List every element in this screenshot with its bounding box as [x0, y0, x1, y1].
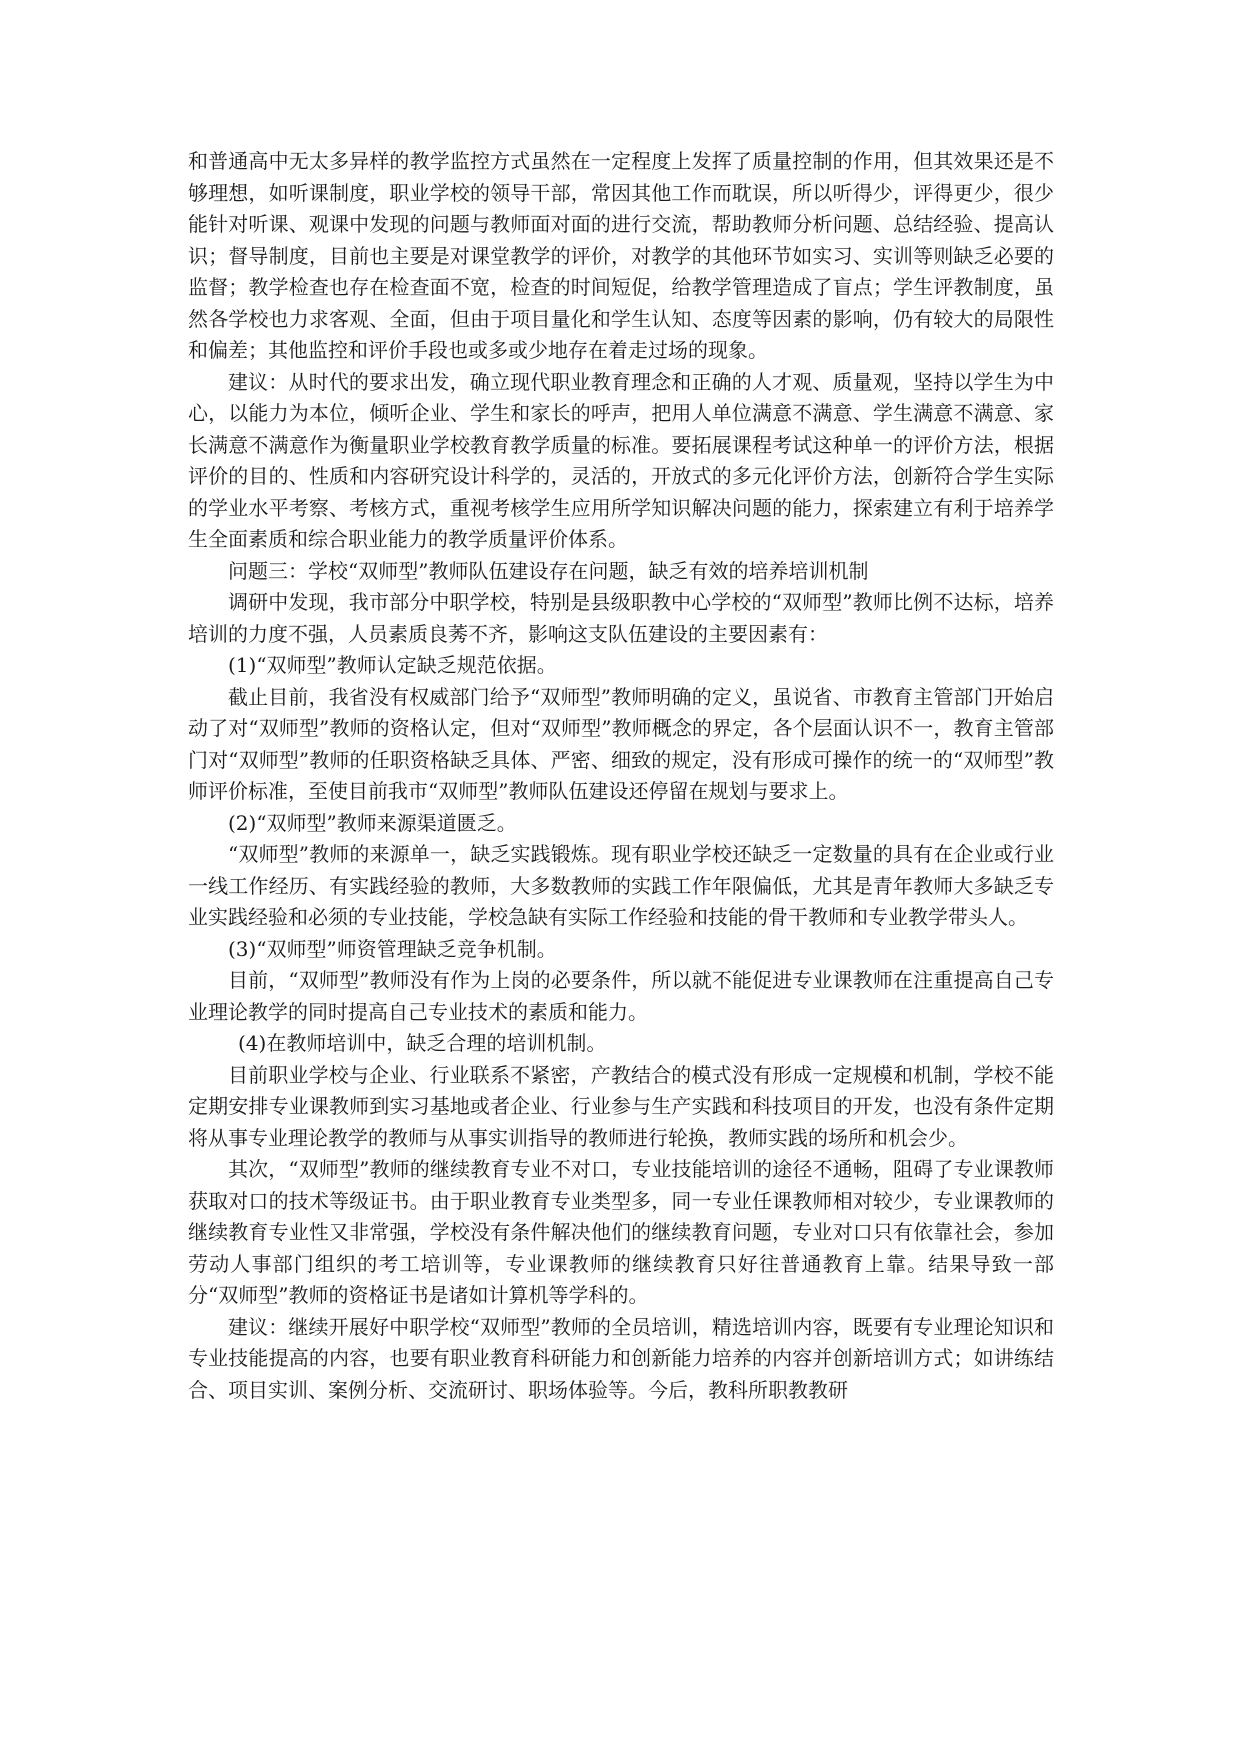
paragraph-suggestion-training: 建议：继续开展好中职学校“双师型”教师的全员培训，精选培训内容，既要有专业理论知识和专业技能提高的内容，也要有职业教育科研能力和创新能力培养的内容并创新培训方式；如讲练结合、项目实训、案例分析、交流研讨、职场体验等。今后，教科所职教教研: [188, 1314, 1054, 1402]
paragraph-industry-link: 目前职业学校与企业、行业联系不紧密，产教结合的模式没有形成一定规模和机制，学校不能定期安排专业课教师到实习基地或者企业、行业参与生产实践和科技项目的开发，也没有条件定期将从事专业理论教学的教师与从事实训指导的教师进行轮换，教师实践的场所和机会少。: [188, 1062, 1054, 1150]
paragraph-continuing-education: 其次，“双师型”教师的继续教育专业不对口，专业技能培训的途径不通畅，阻碍了专业课教师获取对口的技术等级证书。由于职业教育专业类型多，同一专业任课教师相对较少，专业课教师的继续教育专业性又非常强，学校没有条件解决他们的继续教育问题，专业对口只有依靠社会，参加劳动人事部门组织的考工培训等，专业课教师的继续教育只好往普通教育上靠。结果导致一部分“双师型”教师的资格证书是诸如计算机等学科的。: [188, 1157, 1054, 1307]
subheading-item-3: (3)“双师型”师资管理缺乏竞争机制。: [228, 936, 557, 961]
paragraph-certification: 截止目前，我省没有权威部门给予“双师型”教师明确的定义，虽说省、市教育主管部门开始启动了对“双师型”教师的资格认定，但对“双师型”教师概念的界定，各个层面认识不一，教育主管部门对“双师型”教师的任职资格缺乏具体、严密、细致的规定，没有形成可操作的统一的“双师型”教师评价标准，至使目前我市“双师型”教师队伍建设还停留在规划与要求上。: [188, 684, 1054, 803]
subheading-item-4: (4)在教师培训中，缺乏合理的培训机制。: [238, 1031, 607, 1055]
section-heading-problem-three: 问题三：学校“双师型”教师队伍建设存在问题，缺乏有效的培养培训机制: [228, 558, 869, 583]
paragraph-suggestion-evaluation: 建议：从时代的要求出发，确立现代职业教育理念和正确的人才观、质量观，坚持以学生为中心，以能力为本位，倾听企业、学生和家长的呼声，把用人单位满意不满意、学生满意不满意、家长满意不满意作为衡量职业学校教育教学质量的标准。要拓展课程考试这种单一的评价方法，根据评价的目的、性质和内容研究设计科学的，灵活的，开放式的多元化评价方法，创新符合学生实际的学业水平考察、考核方式，重视考核学生应用所学知识解决问题的能力，探索建立有利于培养学生全面素质和综合职业能力的教学质量评价体系。: [188, 369, 1054, 551]
subheading-item-1: (1)“双师型”教师认定缺乏规范依据。: [228, 653, 557, 677]
document-body: [188, 146, 1054, 1406]
paragraph-teacher-sources: “双师型”教师的来源单一，缺乏实践锻炼。现有职业学校还缺乏一定数量的具有在企业或行业一线工作经历、有实践经验的教师，大多数教师的实践工作年限偏低，尤其是青年教师大多缺乏专业实践经验和必须的专业技能，学校急缺有实际工作经验和技能的骨干教师和专业教学带头人。: [188, 842, 1054, 929]
paragraph-competition: 目前，“双师型”教师没有作为上岗的必要条件，所以就不能促进专业课教师在注重提高自己专业理论教学的同时提高自己专业技术的素质和能力。: [188, 968, 1054, 1024]
subheading-item-2: (2)“双师型”教师来源渠道匮乏。: [228, 810, 517, 835]
paragraph-survey-findings: 调研中发现，我市部分中职学校，特别是县级职教中心学校的“双师型”教师比例不达标，培养培训的力度不强，人员素质良莠不齐，影响这支队伍建设的主要因素有：: [188, 590, 1054, 646]
paragraph-quality-monitoring: 和普通高中无太多异样的教学监控方式虽然在一定程度上发挥了质量控制的作用，但其效果还是不够理想，如听课制度，职业学校的领导干部，常因其他工作而耽误，所以听得少，评得更少，很少能针对听课、观课中发现的问题与教师面对面的进行交流，帮助教师分析问题、总结经验、提高认识；督导制度，目前也主要是对课堂教学的评价，对教学的其他环节如实习、实训等则缺乏必要的监督；教学检查也存在检查面不宽，检查的时间短促，给教学管理造成了盲点；学生评教制度，虽然各学校也力求客观、全面，但由于项目量化和学生认知、态度等因素的影响，仍有较大的局限性和偏差；其他监控和评价手段也或多或少地存在着走过场的现象。: [188, 149, 1054, 362]
